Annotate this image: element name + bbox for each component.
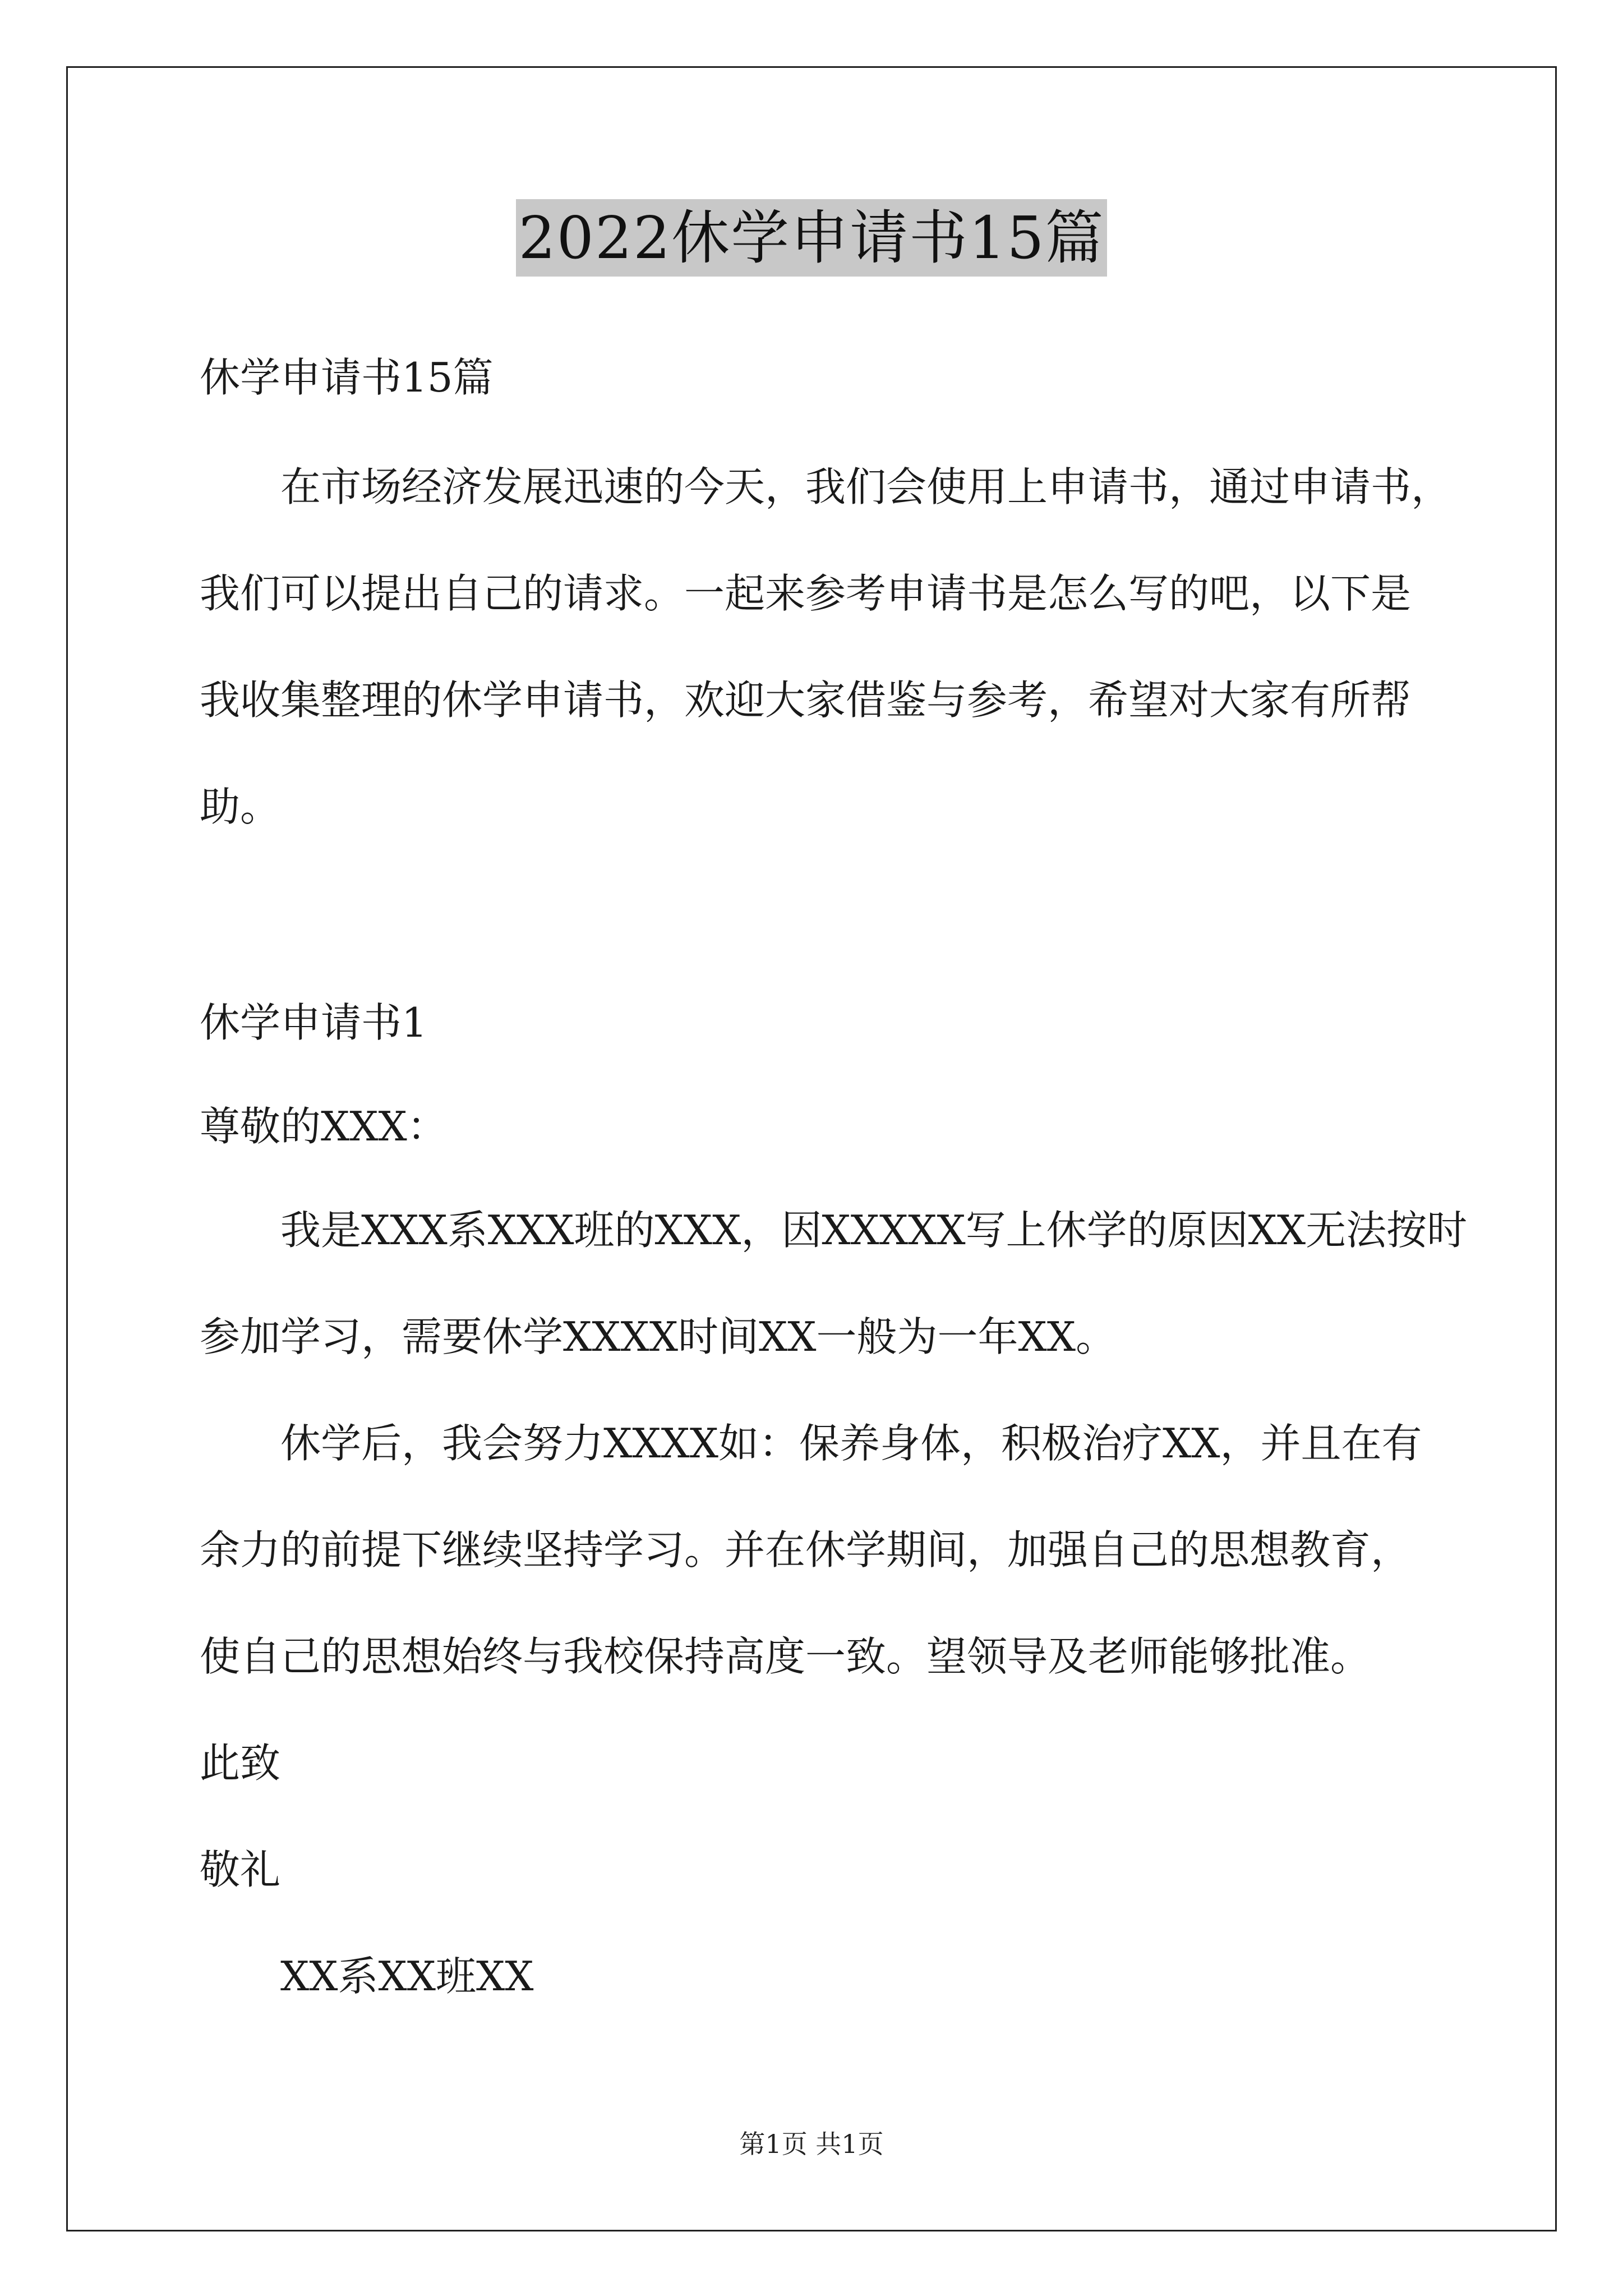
title-container <box>0 199 1623 277</box>
paragraph1-line-1: 我是XXX系XXX班的XXX，因XXXXX写上休学的原因XX无法按时 <box>280 1207 1468 1254</box>
closing-line-2: 敬礼 <box>200 1846 281 1893</box>
intro-line-2: 我们可以提出自己的请求。一起来参考申请书是怎么写的吧，以下是 <box>200 570 1412 617</box>
paragraph2-line-3: 使自己的思想始终与我校保持高度一致。望领导及老师能够批准。 <box>200 1633 1371 1680</box>
salutation: 尊敬的XXX： <box>200 1103 448 1150</box>
paragraph2-line-1: 休学后，我会努力XXXX如：保养身体，积极治疗XX，并且在有 <box>280 1420 1422 1467</box>
closing-line-1: 此致 <box>200 1740 281 1787</box>
intro-line-3: 我收集整理的休学申请书，欢迎大家借鉴与参考，希望对大家有所帮 <box>200 677 1412 724</box>
signature: XX系XX班XX <box>280 1953 534 2000</box>
document-title: 2022休学申请书15篇 <box>516 199 1106 277</box>
section-heading: 休学申请书1 <box>200 999 427 1046</box>
subtitle: 休学申请书15篇 <box>200 354 494 401</box>
intro-line-1: 在市场经济发展迅速的今天，我们会使用上申请书，通过申请书， <box>280 463 1452 510</box>
paragraph2-line-2: 余力的前提下继续坚持学习。并在休学期间，加强自己的思想教育， <box>200 1526 1412 1573</box>
intro-line-4: 助。 <box>200 783 281 830</box>
paragraph1-line-2: 参加学习，需要休学XXXX时间XX一般为一年XX。 <box>200 1313 1117 1360</box>
page-footer: 第1页 共1页 <box>739 2129 884 2159</box>
